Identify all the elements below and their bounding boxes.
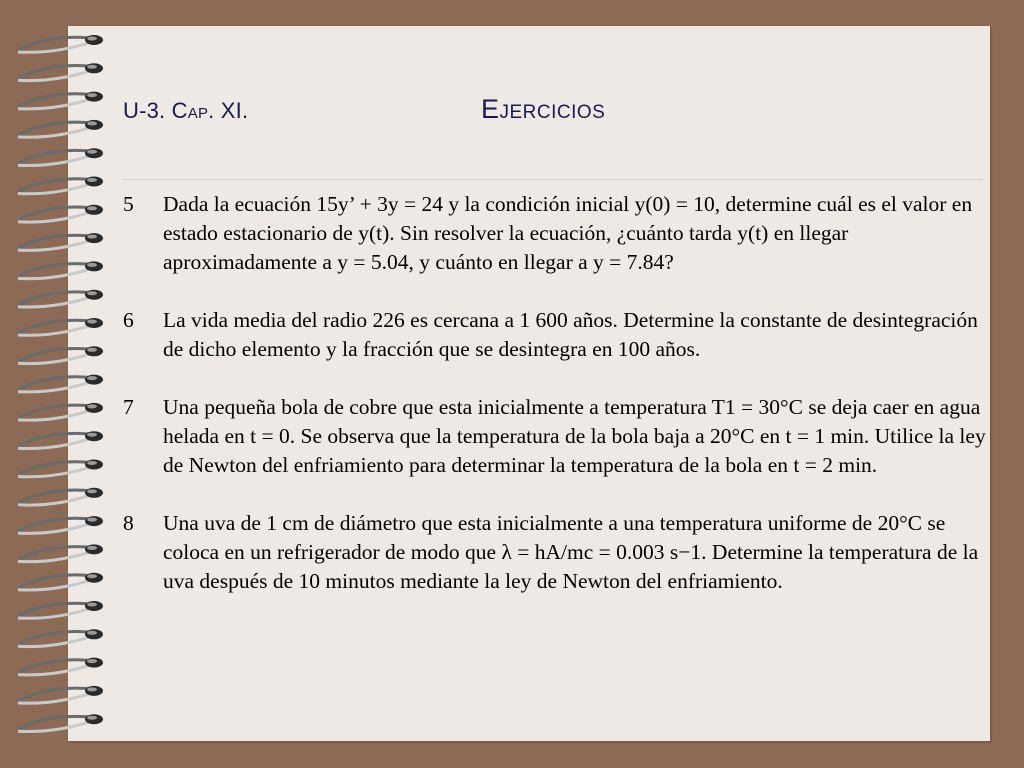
exercise-text: Una pequeña bola de cobre que esta inicialmente a temperatura T1 = 30°C se deja caer en agua helada en t = 0. Se observa que la temperatura de la bola baja a 20°C en t = 1 min. Utilice la ley de Newton del enfriamiento para determinar la temperatura de la bola en t = 2 min. [163, 395, 986, 477]
exercise-text: La vida media del radio 226 es cercana a 1 600 años. Determine la constante de desintegración de dicho elemento y la fracción que se desintegra en 100 años. [163, 308, 978, 361]
page-header [123, 94, 963, 134]
exercise-number: 6 [123, 308, 134, 332]
exercise-text: Una uva de 1 cm de diámetro que esta inicialmente a una temperatura uniforme de 20°C se coloca en un refrigerador de modo que λ = hA/mc = 0.003 s−1. Determine la temperatura de la uva después de 10 minutos mediante la ley de Newton del enfriamiento. [163, 511, 979, 593]
chapter-label: U-3. Cap. XI. [123, 98, 249, 123]
header-divider [123, 179, 983, 180]
exercise-list [123, 190, 995, 625]
page-title: Ejercicios [481, 94, 606, 124]
exercise-text: Dada la ecuación 15y’ + 3y = 24 y la condición inicial y(0) = 10, determine cuál es el valor en estado estacionario de y(t). Sin resolver la ecuación, ¿cuánto tarda y(t) en llegar aproximadamente a y = 5.04, y cuánto en llegar a y = 7.84? [163, 192, 973, 274]
exercise-number: 7 [123, 395, 134, 419]
notebook-page [68, 26, 990, 741]
exercise-item [123, 306, 995, 364]
exercise-item [123, 190, 995, 277]
exercise-number: 5 [123, 192, 134, 216]
spiral-binding-icon [0, 0, 110, 768]
exercise-number: 8 [123, 511, 134, 535]
exercise-item [123, 393, 995, 480]
exercise-item [123, 509, 995, 596]
